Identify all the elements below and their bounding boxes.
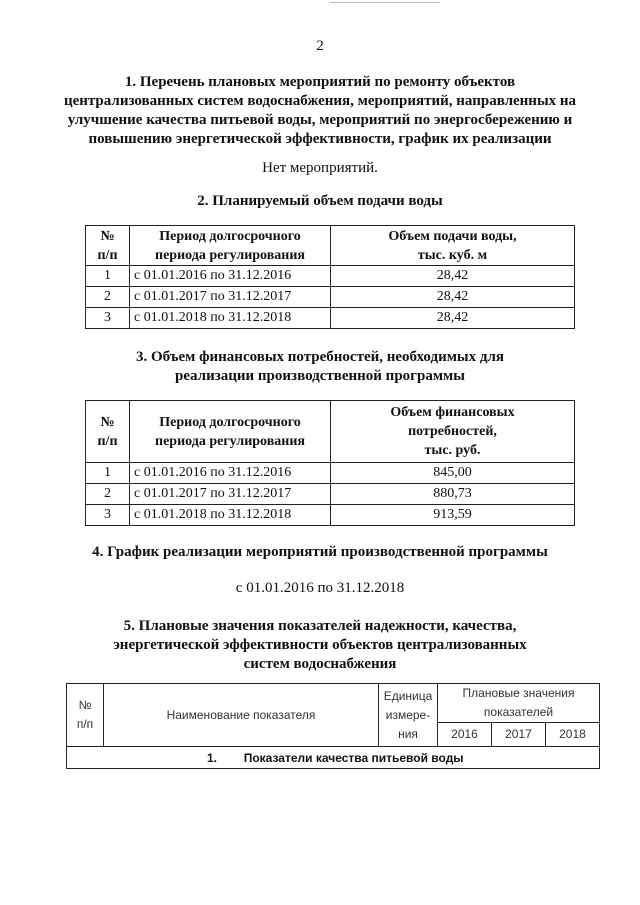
row-period: с 01.01.2018 по 31.12.2018 <box>130 308 331 329</box>
num-header: № п/п <box>86 226 130 266</box>
table-row <box>67 747 600 769</box>
year-header: 2018 <box>545 723 599 747</box>
water-supply-table <box>85 225 575 329</box>
subsection-num: 1. <box>207 750 218 765</box>
table-header-row <box>67 684 600 723</box>
section3-title <box>40 348 600 386</box>
num-header: № п/п <box>86 401 130 463</box>
table-row <box>86 266 575 287</box>
section5-title-line: 5. Плановые значения показателей надежности, качества, <box>123 618 517 634</box>
table-header-row <box>86 401 575 463</box>
row-value: 880,73 <box>331 484 575 505</box>
num-header: № п/п <box>67 684 104 747</box>
volume-header: Объем подачи воды, тыс. куб. м <box>331 226 575 266</box>
table-row <box>86 287 575 308</box>
row-period: с 01.01.2017 по 31.12.2017 <box>130 484 331 505</box>
section1-title-line: 1. Перечень плановых мероприятий по ремонту объектов <box>124 74 516 90</box>
financial-needs-table <box>85 400 575 526</box>
year-header: 2016 <box>438 723 492 747</box>
table-row <box>86 308 575 329</box>
section3-title-line: реализации производственной программы <box>175 368 465 384</box>
section4-title: 4. График реализации мероприятий производственной программы <box>92 544 548 560</box>
period-header: Период долгосрочного периода регулирования <box>130 401 331 463</box>
table-row <box>86 484 575 505</box>
page-number: 2 <box>316 38 324 54</box>
section5-title <box>40 617 600 674</box>
table-row <box>86 505 575 526</box>
row-period: с 01.01.2017 по 31.12.2017 <box>130 287 331 308</box>
indicators-table <box>66 683 600 769</box>
row-period: с 01.01.2016 по 31.12.2016 <box>130 463 331 484</box>
row-num: 2 <box>86 287 130 308</box>
row-value: 28,42 <box>331 308 575 329</box>
section1-title <box>40 73 600 149</box>
section1-title-line: централизованных систем водоснабжения, мероприятий, направленных на <box>63 93 577 109</box>
row-num: 1 <box>86 266 130 287</box>
table-header-row <box>86 226 575 266</box>
row-num: 1 <box>86 463 130 484</box>
row-num: 2 <box>86 484 130 505</box>
indicator-name-header: Наименование показателя <box>104 684 379 747</box>
section2-title: 2. Планируемый объем подачи воды <box>197 193 443 209</box>
row-num: 3 <box>86 308 130 329</box>
row-period: с 01.01.2018 по 31.12.2018 <box>130 505 331 526</box>
year-header: 2017 <box>491 723 545 747</box>
row-value: 28,42 <box>331 266 575 287</box>
section5-title-line: систем водоснабжения <box>243 656 397 672</box>
subsection-row <box>67 747 600 769</box>
planned-values-header: Плановые значения показателей <box>438 684 600 723</box>
scan-edge-line <box>330 2 440 3</box>
row-period: с 01.01.2016 по 31.12.2016 <box>130 266 331 287</box>
section1-note: Нет мероприятий. <box>262 160 378 176</box>
section3-title-line: 3. Объем финансовых потребностей, необходимых для <box>135 349 505 365</box>
finance-header: Объем финансовых потребностей, тыс. руб. <box>331 401 575 463</box>
section1-title-line: улучшение качества питьевой воды, мероприятий по энергосбережению и <box>67 112 573 128</box>
row-value: 913,59 <box>331 505 575 526</box>
row-value: 28,42 <box>331 287 575 308</box>
table-row <box>86 463 575 484</box>
section1-title-line: повышению энергетической эффективности, график их реализации <box>88 131 552 147</box>
row-value: 845,00 <box>331 463 575 484</box>
unit-header: Единица измере- ния <box>379 684 438 747</box>
section4-period: с 01.01.2016 по 31.12.2018 <box>235 580 405 596</box>
subsection-label: Показатели качества питьевой воды <box>243 750 464 765</box>
period-header: Период долгосрочного периода регулирования <box>130 226 331 266</box>
section5-title-line: энергетической эффективности объектов централизованных <box>113 637 527 653</box>
row-num: 3 <box>86 505 130 526</box>
